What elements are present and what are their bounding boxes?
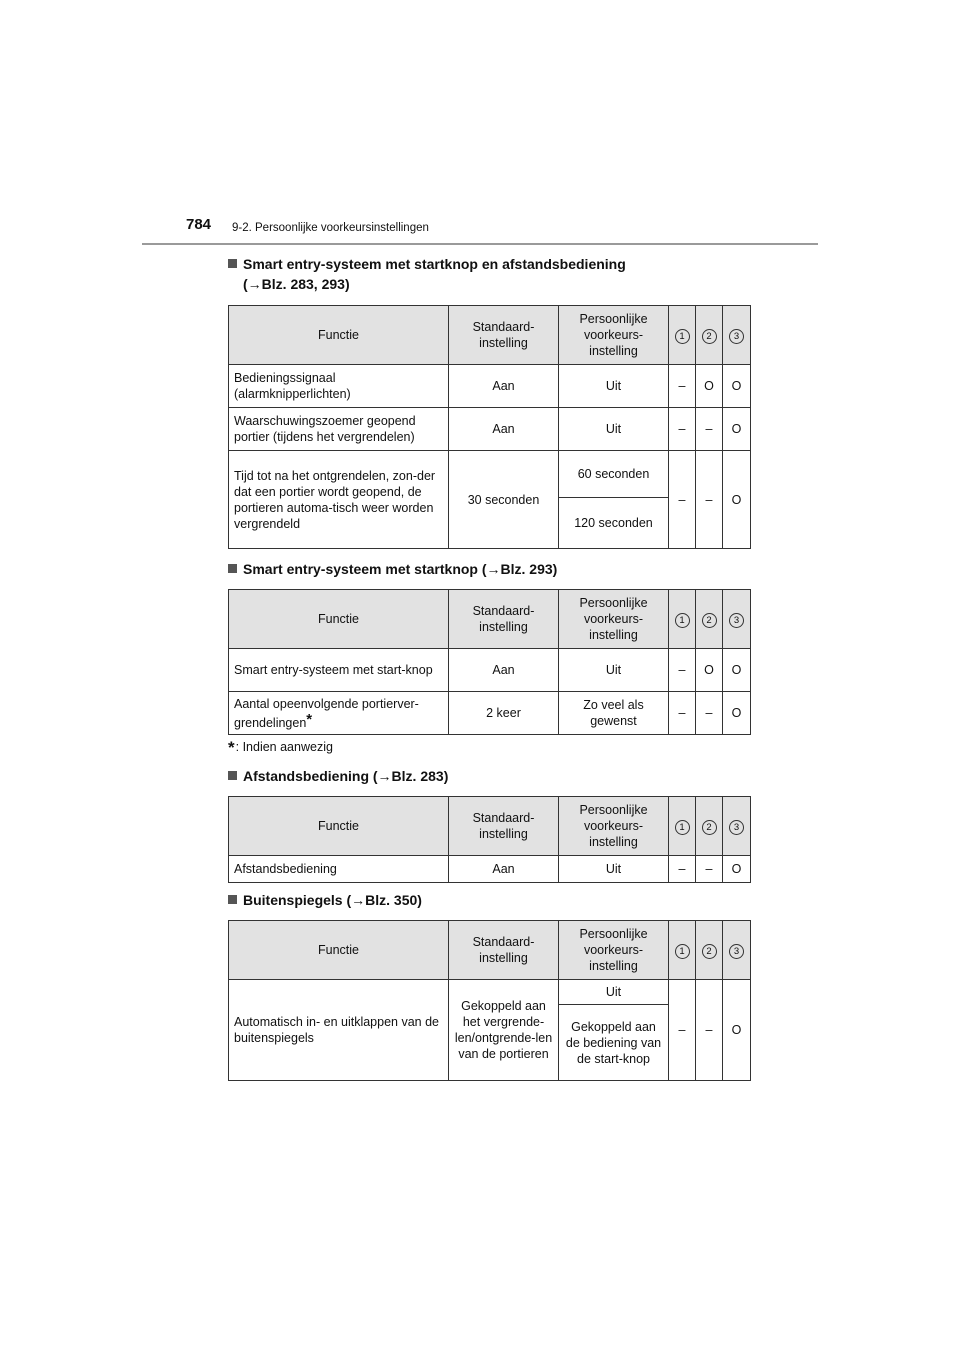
settings-table-mirrors [228,920,751,1081]
col-header-function: Functie [229,306,449,365]
cell-c2: – [696,408,723,451]
circled-2-icon: 2 [702,613,717,628]
cell-c2: – [696,451,723,549]
cell-default: Aan [449,408,559,451]
circled-3-icon: 3 [729,944,744,959]
table-row [229,649,751,692]
col-header-1 [669,306,696,365]
section-heading-text: Smart entry-systeem met startknop en afstandsbediening [243,256,626,272]
cell-default: Aan [449,856,559,883]
square-bullet-icon [228,564,237,573]
square-bullet-icon [228,259,237,268]
cell-c2: – [696,856,723,883]
cell-c1: – [669,649,696,692]
circled-1-icon: 1 [675,329,690,344]
cell-c1: – [669,856,696,883]
cell-c2: – [696,692,723,735]
cell-c3: O [723,649,751,692]
cell-c1: – [669,980,696,1081]
cell-c1: – [669,408,696,451]
col-header-default: Standaard-instelling [449,797,559,856]
header-divider [142,243,818,245]
square-bullet-icon [228,895,237,904]
cell-function-text: Aantal opeenvolgende portierver-grendelingen [234,696,419,730]
cell-c1: – [669,365,696,408]
settings-table-smart-entry [228,589,751,735]
table-header-row [229,921,751,980]
circled-3-icon: 3 [729,820,744,835]
col-header-custom: Persoonlijke voorkeurs-instelling [559,921,669,980]
col-header-custom: Persoonlijke voorkeurs-instelling [559,590,669,649]
table-header-row [229,306,751,365]
table-row [229,856,751,883]
col-header-custom: Persoonlijke voorkeurs-instelling [559,797,669,856]
cell-c3: O [723,451,751,549]
circled-1-icon: 1 [675,613,690,628]
cell-function: Bedieningssignaal (alarmknipperlichten) [229,365,449,408]
cell-c3: O [723,692,751,735]
table-row [229,980,751,1005]
table-row [229,408,751,451]
footnote-text: Indien aanwezig [242,740,333,754]
section-heading-mirrors [228,890,422,910]
circled-1-icon: 1 [675,820,690,835]
footnote-star: * [228,738,235,757]
circled-3-icon: 3 [729,329,744,344]
circled-2-icon: 2 [702,944,717,959]
section-heading-smart-entry [228,559,557,579]
cell-function: Tijd tot na het ontgrendelen, zon-der dat een portier wordt geopend, de portieren automa-tisch weer worden vergrendeld [229,451,449,549]
cell-default: Aan [449,365,559,408]
cell-c3: O [723,408,751,451]
cell-function: Smart entry-systeem met start-knop [229,649,449,692]
circled-3-icon: 3 [729,613,744,628]
cell-custom-option-b: 120 seconden [559,498,669,549]
cell-default: Aan [449,649,559,692]
cell-custom: Uit [559,365,669,408]
cell-custom: Uit [559,856,669,883]
table-header-row [229,590,751,649]
cell-c2: O [696,365,723,408]
cell-custom: Zo veel als gewenst [559,692,669,735]
cell-function [229,692,449,735]
col-header-2 [696,306,723,365]
cell-c3: O [723,856,751,883]
col-header-3 [723,921,751,980]
col-header-3 [723,306,751,365]
circled-2-icon: 2 [702,820,717,835]
cell-default: Gekoppeld aan het vergrende-len/ontgrende-len van de portieren [449,980,559,1081]
cell-custom-option-a: Uit [559,980,669,1005]
col-header-default: Standaard-instelling [449,590,559,649]
cell-function: Automatisch in- en uitklappen van de buitenspiegels [229,980,449,1081]
cell-default: 2 keer [449,692,559,735]
cell-c3: O [723,980,751,1081]
settings-table-remote [228,796,751,883]
cell-custom-option-b: Gekoppeld aan de bediening van de start-knop [559,1005,669,1081]
page-number: 784 [186,216,212,233]
col-header-1 [669,921,696,980]
col-header-default: Standaard-instelling [449,306,559,365]
cell-default: 30 seconden [449,451,559,549]
cell-c3: O [723,365,751,408]
section-heading-text: Afstandsbediening (→Blz. 283) [243,768,449,784]
col-header-3 [723,590,751,649]
section-heading-smart-entry-remote [228,254,626,294]
col-header-function: Functie [229,921,449,980]
cell-custom-option-a: 60 seconden [559,451,669,498]
col-header-1 [669,590,696,649]
table-header-row [229,797,751,856]
section-heading-text: Smart entry-systeem met startknop (→Blz. 293) [243,561,558,577]
table-row [229,365,751,408]
cell-custom: Uit [559,649,669,692]
cell-c2: – [696,980,723,1081]
col-header-2 [696,921,723,980]
col-header-2 [696,797,723,856]
circled-1-icon: 1 [675,944,690,959]
circled-2-icon: 2 [702,329,717,344]
table-row [229,692,751,735]
section-heading-text: Buitenspiegels (→Blz. 350) [243,892,422,908]
cell-c1: – [669,692,696,735]
col-header-3 [723,797,751,856]
col-header-2 [696,590,723,649]
table-row [229,451,751,498]
footnote-marker: * [306,710,313,728]
col-header-custom: Persoonlijke voorkeurs-instelling [559,306,669,365]
cell-c1: – [669,451,696,549]
section-heading-ref: (→Blz. 283, 293) [243,276,350,292]
col-header-default: Standaard-instelling [449,921,559,980]
cell-function: Afstandsbediening [229,856,449,883]
cell-custom: Uit [559,408,669,451]
square-bullet-icon [228,771,237,780]
col-header-function: Functie [229,590,449,649]
col-header-1 [669,797,696,856]
footnote: *: Indien aanwezig [228,738,333,757]
cell-function: Waarschuwingszoemer geopend portier (tijdens het vergrendelen) [229,408,449,451]
col-header-function: Functie [229,797,449,856]
section-heading-remote [228,766,448,786]
settings-table-smart-entry-remote [228,305,751,549]
running-title: 9-2. Persoonlijke voorkeursinstellingen [232,222,429,234]
cell-c2: O [696,649,723,692]
